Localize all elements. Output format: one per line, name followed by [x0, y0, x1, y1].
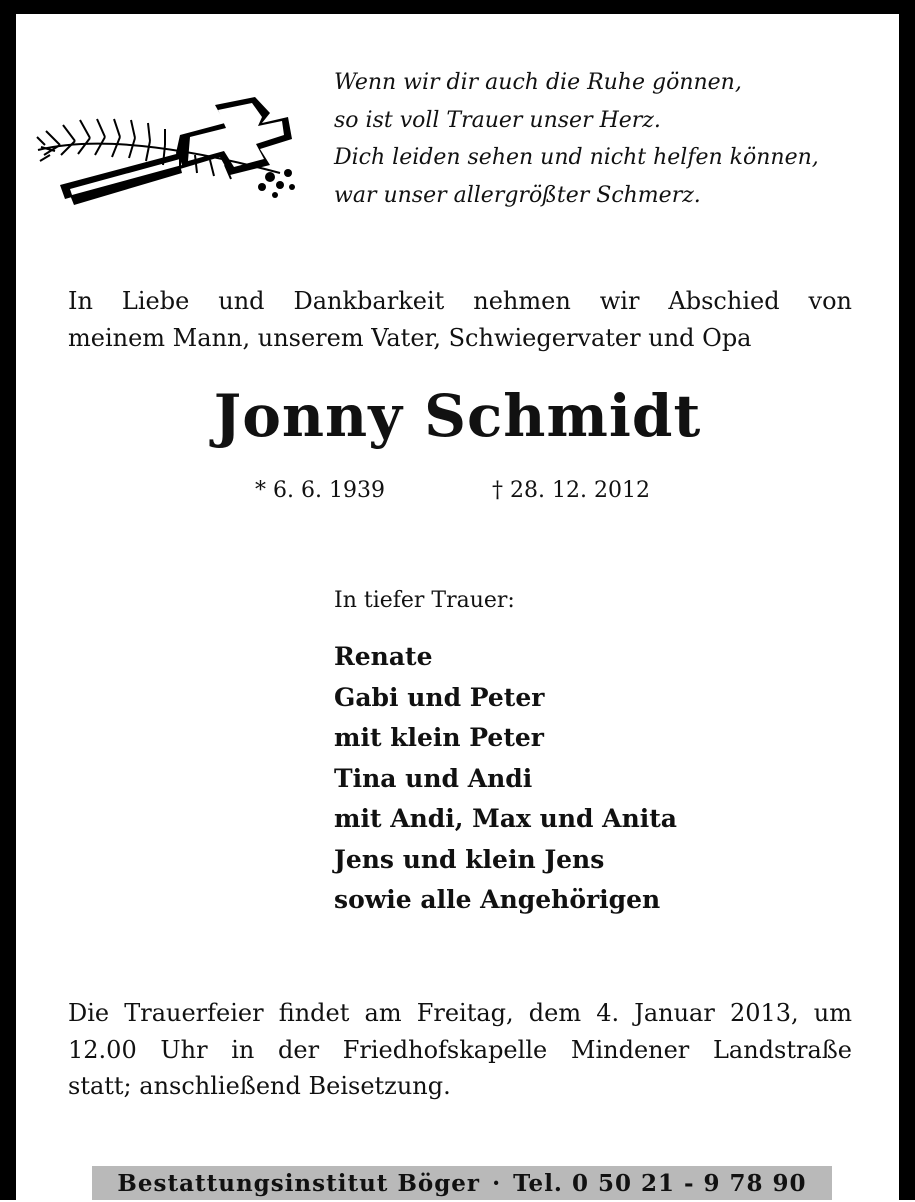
poem-line: so ist voll Trauer unser Herz. — [334, 107, 661, 133]
intro-line: meinem Mann, unserem Vater, Schwiegervater und Opa — [68, 324, 752, 352]
funeral-service-info — [68, 995, 852, 1105]
mourner-entry: Gabi und Peter — [334, 682, 545, 712]
birth-date: * 6. 6. 1939 — [255, 478, 385, 503]
funeral-home-phone: Tel. 0 50 21 - 9 78 90 — [513, 1170, 807, 1197]
poem-line: Dich leiden sehen und nicht helfen können, — [334, 145, 819, 170]
death-date: † 28. 12. 2012 — [492, 478, 650, 503]
mourner-entry: Tina und Andi — [334, 763, 533, 793]
service-line: statt; anschließend Beisetzung. — [68, 1072, 451, 1100]
poem — [334, 64, 819, 214]
mourner-entry: sowie alle Angehörigen — [334, 885, 661, 914]
footer-separator: · — [492, 1170, 502, 1197]
mourner-entry: Renate — [334, 642, 433, 671]
mourning-label: In tiefer Trauer: — [334, 588, 515, 613]
mourner-entry: Jens und klein Jens — [334, 844, 605, 874]
poem-line: war unser allergrößter Schmerz. — [334, 182, 701, 208]
deceased-name: Jonny Schmidt — [213, 382, 702, 450]
service-line: Die Trauerfeier findet am Freitag, dem 4. Januar 2013, um — [68, 999, 852, 1027]
mourner-entry: mit klein Peter — [334, 723, 544, 752]
mourners-list — [334, 637, 677, 921]
footer-bar — [92, 1166, 832, 1200]
mourner-entry: mit Andi, Max und Anita — [334, 804, 677, 833]
intro-line: In Liebe und Dankbarkeit nehmen wir Abschied von — [68, 287, 852, 315]
cross-with-palm-branch-icon — [30, 95, 300, 215]
service-line: 12.00 Uhr in der Friedhofskapelle Mindener Landstraße — [68, 1035, 852, 1064]
funeral-home-name: Bestattungsinstitut Böger — [117, 1170, 481, 1197]
intro-text — [68, 283, 852, 357]
poem-line: Wenn wir dir auch die Ruhe gönnen, — [334, 70, 742, 95]
